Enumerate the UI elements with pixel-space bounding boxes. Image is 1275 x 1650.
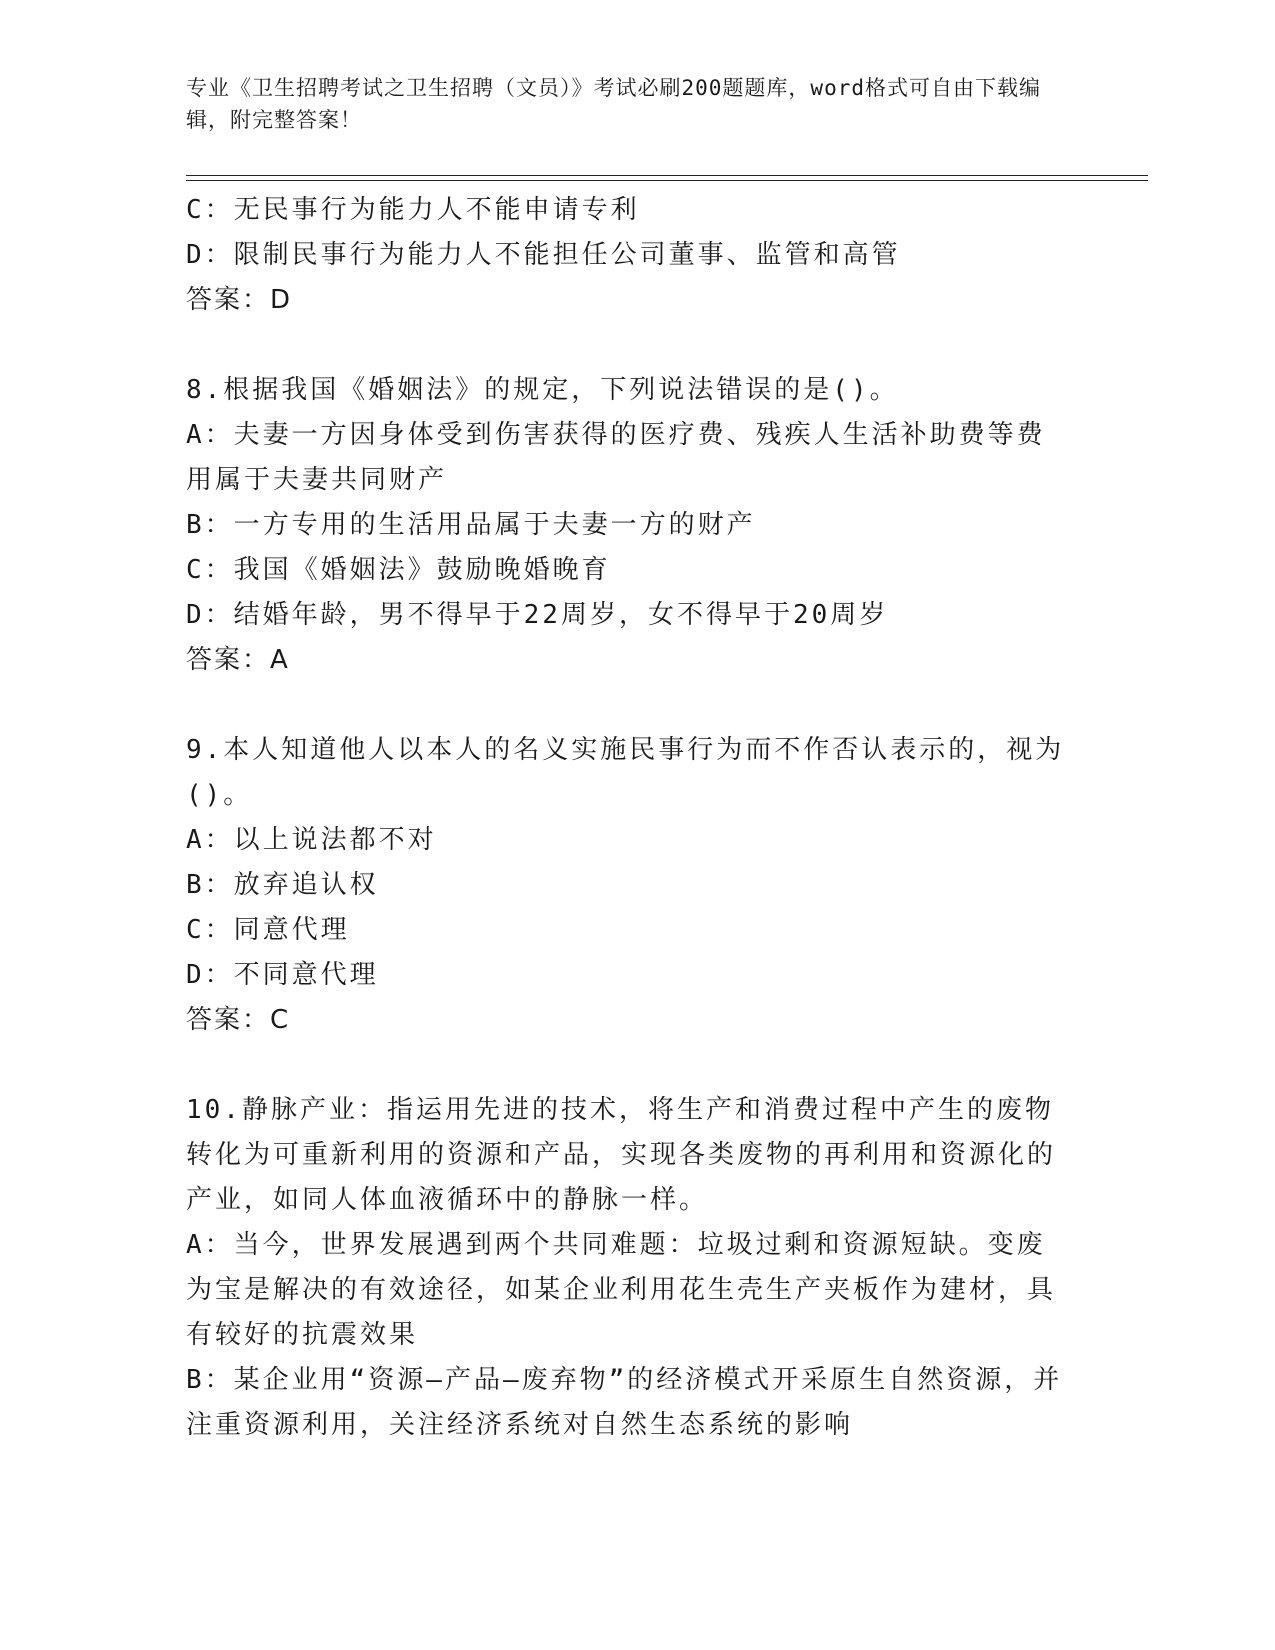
option-d: D：限制民事行为能力人不能担任公司董事、监管和高管: [186, 240, 901, 270]
option-d: D：结婚年龄，男不得早于22周岁，女不得早于20周岁: [186, 600, 889, 630]
question-10: [186, 1088, 1066, 1448]
document-header: 专业《卫生招聘考试之卫生招聘（文员）》考试必刷200题题库，word格式可自由下载编辑，附完整答案！: [186, 76, 1041, 132]
option-d: D：不同意代理: [186, 960, 379, 990]
spacer: [186, 1043, 1066, 1088]
question-stem: 8.根据我国《婚姻法》的规定，下列说法错误的是()。: [186, 375, 899, 405]
option-c: C：无民事行为能力人不能申请专利: [186, 195, 640, 225]
option-c: C：我国《婚姻法》鼓励晚婚晚育: [186, 555, 611, 585]
option-a: A：当今，世界发展遇到两个共同难题：垃圾过剩和资源短缺。变废为宝是解决的有效途径，如某企业利用花生壳生产夹板作为建材，具有较好的抗震效果: [186, 1230, 1057, 1350]
answer-line: 答案：A: [186, 645, 290, 675]
option-a: A：以上说法都不对: [186, 825, 437, 855]
spacer: [186, 683, 1066, 728]
question-stem: 9.本人知道他人以本人的名义实施民事行为而不作否认表示的，视为()。: [186, 735, 1065, 810]
answer-line: 答案：D: [186, 285, 293, 315]
spacer: [186, 323, 1066, 368]
question-content: [186, 188, 1066, 1448]
option-a: A：夫妻一方因身体受到伤害获得的医疗费、残疾人生活补助费等费用属于夫妻共同财产: [186, 420, 1046, 495]
question-stem: 10.静脉产业：指运用先进的技术，将生产和消费过程中产生的废物转化为可重新利用的资源和产品，实现各类废物的再利用和资源化的产业，如同人体血液循环中的静脉一样。: [186, 1095, 1057, 1215]
question-9: [186, 728, 1066, 1043]
question-7-tail: [186, 188, 1066, 323]
option-b: B：某企业用“资源—产品—废弃物”的经济模式开采原生自然资源，并注重资源利用，关注经济系统对自然生态系统的影响: [186, 1365, 1063, 1440]
option-c: C：同意代理: [186, 915, 350, 945]
option-b: B：一方专用的生活用品属于夫妻一方的财产: [186, 510, 756, 540]
header-divider-bottom: [186, 180, 1148, 181]
header-divider-top: [186, 175, 1148, 176]
option-b: B：放弃追认权: [186, 870, 379, 900]
answer-line: 答案：C: [186, 1005, 291, 1035]
question-8: [186, 368, 1066, 683]
